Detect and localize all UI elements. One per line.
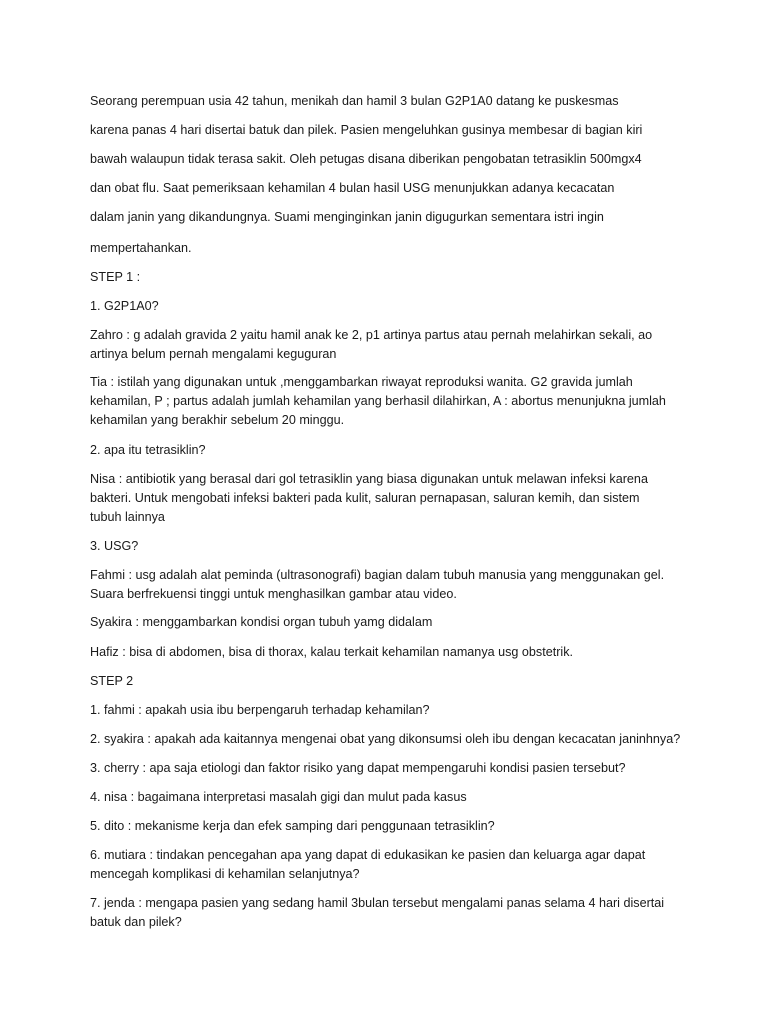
answer-line: kehamilan yang berakhir sebelum 20 minggu. bbox=[90, 413, 345, 427]
question-2: 2. apa itu tetrasiklin? bbox=[90, 443, 206, 457]
intro-line: dan obat flu. Saat pemeriksaan kehamilan 4 bulan hasil USG menunjukkan adanya kecacatan bbox=[90, 181, 615, 195]
intro-line: dalam janin yang dikandungnya. Suami menginginkan janin digugurkan sementara istri ingin bbox=[90, 210, 604, 224]
step1-heading: STEP 1 : bbox=[90, 270, 141, 284]
answer-line: Nisa : antibiotik yang berasal dari gol tetrasiklin yang biasa digunakan untuk melawan infeksi karena bbox=[90, 472, 648, 486]
step2-item: 5. dito : mekanisme kerja dan efek samping dari penggunaan tetrasiklin? bbox=[90, 819, 495, 833]
step2-item bbox=[90, 894, 690, 932]
answer-line: bakteri. Untuk mengobati infeksi bakteri pada kulit, saluran pernapasan, saluran kemih, dan sistem bbox=[90, 491, 640, 505]
answer-hafiz: Hafiz : bisa di abdomen, bisa di thorax, kalau terkait kehamilan namanya usg obstetrik. bbox=[90, 645, 574, 659]
answer-line: Fahmi : usg adalah alat peminda (ultrasonografi) bagian dalam tubuh manusia yang menggunakan gel. bbox=[90, 568, 665, 582]
step2-item-line: 6. mutiara : tindakan pencegahan apa yang dapat di edukasikan ke pasien dan keluarga agar dapat bbox=[90, 848, 646, 862]
answer-syakira: Syakira : menggambarkan kondisi organ tubuh yamg didalam bbox=[90, 615, 433, 629]
answer-line: Zahro : g adalah gravida 2 yaitu hamil anak ke 2, p1 artinya partus atau pernah melahirkan sekali, ao bbox=[90, 328, 653, 342]
answer-tia bbox=[90, 373, 690, 430]
answer-line: artinya belum pernah mengalami keguguran bbox=[90, 347, 337, 361]
step2-item bbox=[90, 846, 690, 884]
step2-item-line: batuk dan pilek? bbox=[90, 915, 182, 929]
answer-line: kehamilan, P ; partus adalah jumlah kehamilan yang berhasil dilahirkan, A : abortus menunjukna jumlah bbox=[90, 394, 666, 408]
answer-zahro bbox=[90, 326, 690, 364]
step2-item: 4. nisa : bagaimana interpretasi masalah gigi dan mulut pada kasus bbox=[90, 790, 467, 804]
answer-line: tubuh lainnya bbox=[90, 510, 165, 524]
answer-fahmi bbox=[90, 566, 690, 604]
intro-line: Seorang perempuan usia 42 tahun, menikah dan hamil 3 bulan G2P1A0 datang ke puskesmas bbox=[90, 94, 619, 108]
step2-item: 3. cherry : apa saja etiologi dan faktor risiko yang dapat mempengaruhi kondisi pasien tersebut? bbox=[90, 761, 626, 775]
answer-line: Suara berfrekuensi tinggi untuk menghasilkan gambar atau video. bbox=[90, 587, 457, 601]
step2-item-line: 7. jenda : mengapa pasien yang sedang hamil 3bulan tersebut mengalami panas selama 4 hari disertai bbox=[90, 896, 665, 910]
intro-line: mempertahankan. bbox=[90, 241, 192, 255]
intro-line: karena panas 4 hari disertai batuk dan pilek. Pasien mengeluhkan gusinya membesar di bagian kiri bbox=[90, 123, 643, 137]
answer-nisa bbox=[90, 470, 690, 527]
question-1: 1. G2P1A0? bbox=[90, 299, 159, 313]
step2-item-line: mencegah komplikasi di kehamilan selanjutnya? bbox=[90, 867, 360, 881]
step2-item: 1. fahmi : apakah usia ibu berpengaruh terhadap kehamilan? bbox=[90, 703, 430, 717]
question-3: 3. USG? bbox=[90, 539, 139, 553]
step2-heading: STEP 2 bbox=[90, 674, 134, 688]
step2-item: 2. syakira : apakah ada kaitannya mengenai obat yang dikonsumsi oleh ibu dengan kecacatan janinhnya? bbox=[90, 732, 681, 746]
answer-line: Tia : istilah yang digunakan untuk ,menggambarkan riwayat reproduksi wanita. G2 gravida jumlah bbox=[90, 375, 633, 389]
intro-line: bawah walaupun tidak terasa sakit. Oleh petugas disana diberikan pengobatan tetrasiklin 500mgx4 bbox=[90, 152, 642, 166]
